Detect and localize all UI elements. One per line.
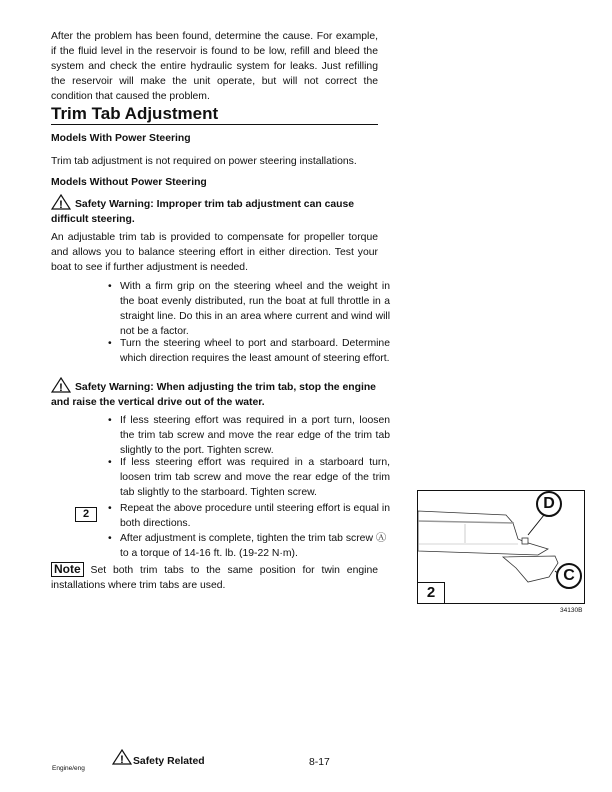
svg-text:!: ! <box>59 382 63 393</box>
list-item: • If less steering effort was required in a port turn, loosen the trim tab screw and move the rear edge of the trim tab slightly to the port. Tighten screw. <box>108 413 390 458</box>
safety-warning-2: ! Safety Warning: When adjusting the trim tab, stop the engine and raise the vertical drive out of the water. <box>51 377 378 410</box>
list-item: • After adjustment is complete, tighten the trim tab screw Ⓐ to a torque of 14-16 ft. lb. (19-22 N·m). <box>108 531 390 561</box>
section-heading: Trim Tab Adjustment <box>51 104 378 125</box>
list-item: • Repeat the above procedure until steering effort is equal in both directions. <box>108 501 390 531</box>
figure-2 <box>417 490 585 604</box>
callout-c: C <box>556 563 582 589</box>
subheading-no-power-steering: Models Without Power Steering <box>51 177 207 188</box>
note-text: Set both trim tabs to the same position for twin engine installations where trim tabs are used. <box>51 565 378 591</box>
intro-paragraph: After the problem has been found, determine the cause. For example, if the fluid level in the reservoir is found to be low, refill and bleed the system and check the entire hydraulic system for leaks. Just refilling the reservoir will make the unit operate, but will not correct the condition that caused the problem. <box>51 31 378 102</box>
subheading-power-steering: Models With Power Steering <box>51 133 191 144</box>
list-item: • With a firm grip on the steering wheel and the weight in the boat evenly distributed, run the boat at full throttle in a straight line. Do this in an area where current and wind will not be a factor. <box>108 279 390 339</box>
power-steering-text: Trim tab adjustment is not required on power steering installations. <box>51 156 357 167</box>
figure-reference: 2 <box>75 507 97 522</box>
list-item: • If less steering effort was required in a starboard turn, loosen trim tab screw and move the rear edge of the trim tab slightly to the starboard. Tighten screw. <box>108 455 390 500</box>
page-number: 8-17 <box>309 757 330 768</box>
trim-tab-paragraph: An adjustable trim tab is provided to compensate for propeller torque and allows you to balance steering effort in either direction. Test your boat to see if further adjustment is needed. <box>51 232 378 273</box>
list-item: • Turn the steering wheel to port and starboard. Determine which direction requires the least amount of steering effort. <box>108 336 390 366</box>
svg-text:!: ! <box>59 199 63 210</box>
figure-caption: 34130B <box>560 607 583 614</box>
note <box>51 562 378 593</box>
note-label: Note <box>51 562 84 577</box>
warning-triangle-icon <box>51 194 71 210</box>
safety-warning-1: ! Safety Warning: Improper trim tab adjustment can cause difficult steering. <box>51 194 378 227</box>
callout-d: D <box>536 491 562 517</box>
svg-text:!: ! <box>120 754 124 765</box>
warning-triangle-icon <box>51 377 71 393</box>
footer-safety-related: Safety Related <box>133 756 205 767</box>
warning-triangle-icon <box>112 749 132 765</box>
footer-left: Engine/eng <box>52 765 85 772</box>
figure-number: 2 <box>418 582 445 603</box>
